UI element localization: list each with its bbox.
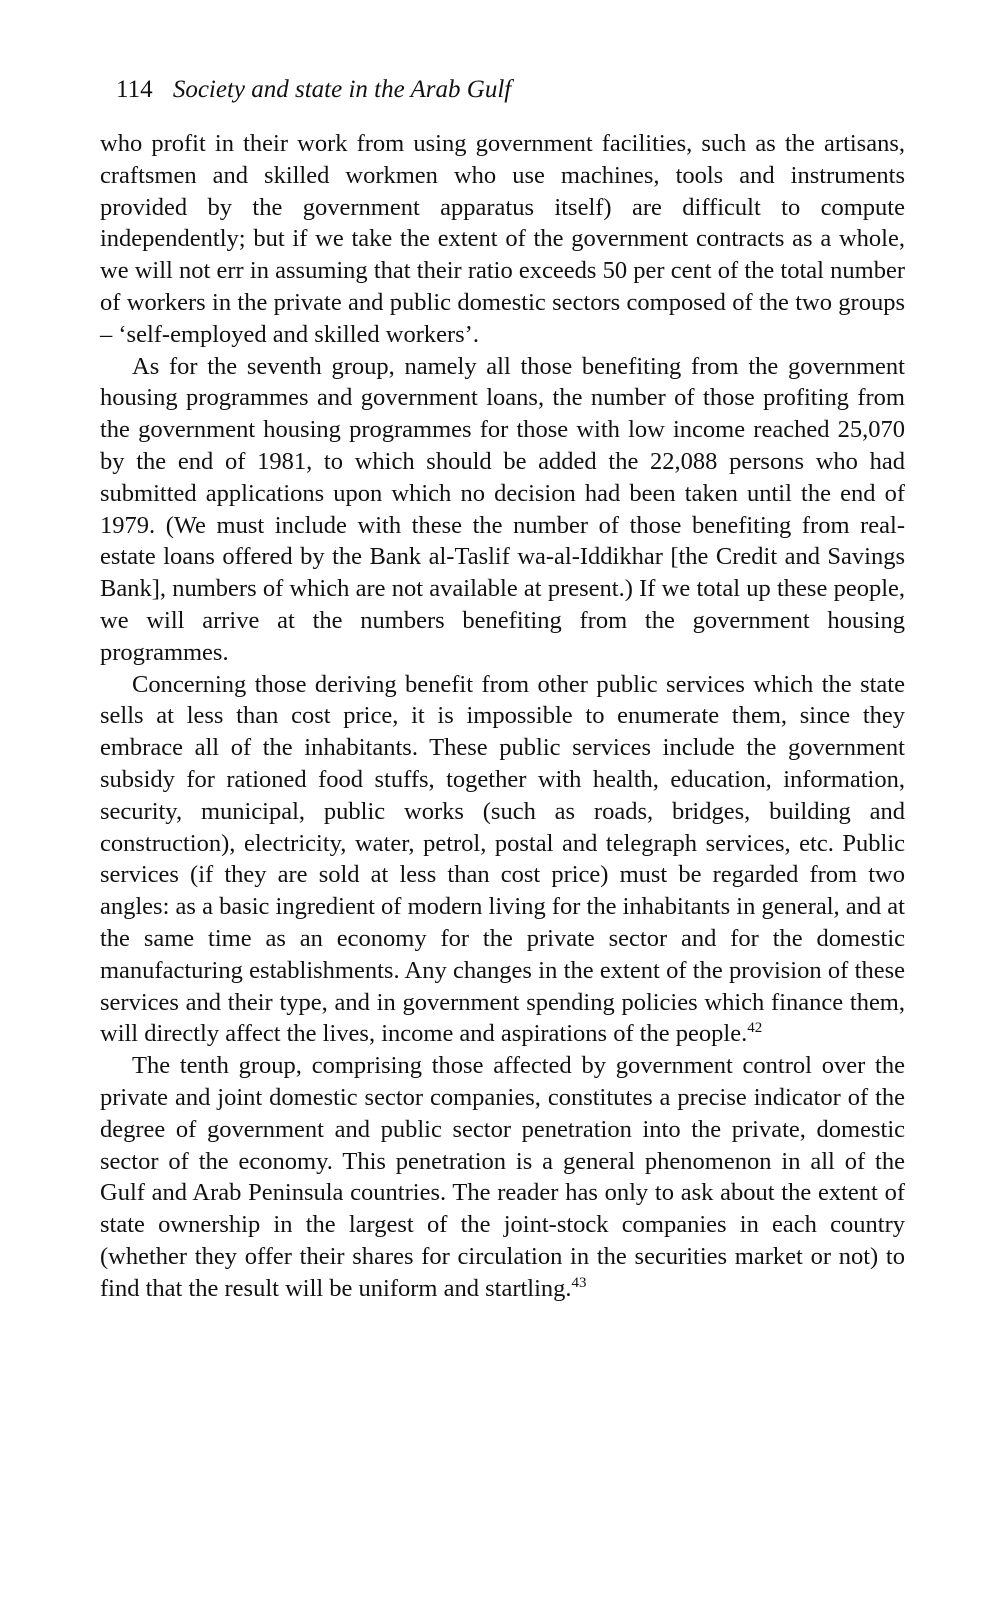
paragraph-text: The tenth group, comprising those affected by government control over the private and joint domestic sector companies, constitutes a precise indicator of the degree of government and public sector penetration into the private, domestic sector of the economy. This penetration is a general phenomenon in all of the Gulf and Arab Peninsula countries. The reader has only to ask about the extent of state ownership in the largest of the joint-stock companies in each country (whether they offer their shares for circulation in the securities market or not) to find that the result will be uniform and startling. (100, 1052, 905, 1302)
running-title: Society and state in the Arab Gulf (172, 76, 512, 103)
page-number: 114 (116, 76, 153, 103)
paragraph-continued (100, 128, 905, 351)
footnote-ref-42: 42 (747, 1020, 763, 1037)
body-text (100, 128, 905, 1304)
footnote-ref-43: 43 (571, 1274, 587, 1291)
paragraph-public-services (100, 669, 905, 1051)
paragraph-text: Concerning those deriving benefit from other public services which the state sells at less than cost price, it is impossible to enumerate them, since they embrace all of the inhabitants. These public services include the government subsidy for rationed food stuffs, together with health, education, information, security, municipal, public works (such as roads, bridges, building and construction), electricity, water, petrol, postal and telegraph services, etc. Public services (if they are sold at less than cost price) must be regarded from two angles: as a basic ingredient of modern living for the inhabitants in general, and at the same time as an economy for the private sector and for the domestic manufacturing establishments. Any changes in the extent of the provision of these services and their type, and in government spending policies which finance them, will directly affect the lives, income and aspirations of the people. (100, 670, 905, 1048)
running-head (116, 74, 511, 106)
paragraph-text: who profit in their work from using government facilities, such as the artisans, craftsmen and skilled workmen who use machines, tools and instruments provided by the government apparatus itself) are difficult to compute independently; but if we take the extent of the government contracts as a whole, we will not err in assuming that their ratio exceeds 50 per cent of the total number of workers in the private and public domestic sectors composed of the two groups – ‘self-employed and skilled workers’. (100, 130, 905, 348)
paragraph-seventh-group (100, 351, 905, 669)
paragraph-text: As for the seventh group, namely all those benefiting from the government housing programmes and government loans, the number of those profiting from the government housing programmes for those with low income reached 25,070 by the end of 1981, to which should be added the 22,088 persons who had submitted applications upon which no decision had been taken until the end of 1979. (We must include with these the number of those benefiting from real-estate loans offered by the Bank al-Taslif wa-al-Iddikhar [the Credit and Savings Bank], numbers of which are not available at present.) If we total up these people, we will arrive at the numbers benefiting from the government housing programmes. (100, 352, 905, 666)
paragraph-tenth-group (100, 1050, 905, 1304)
